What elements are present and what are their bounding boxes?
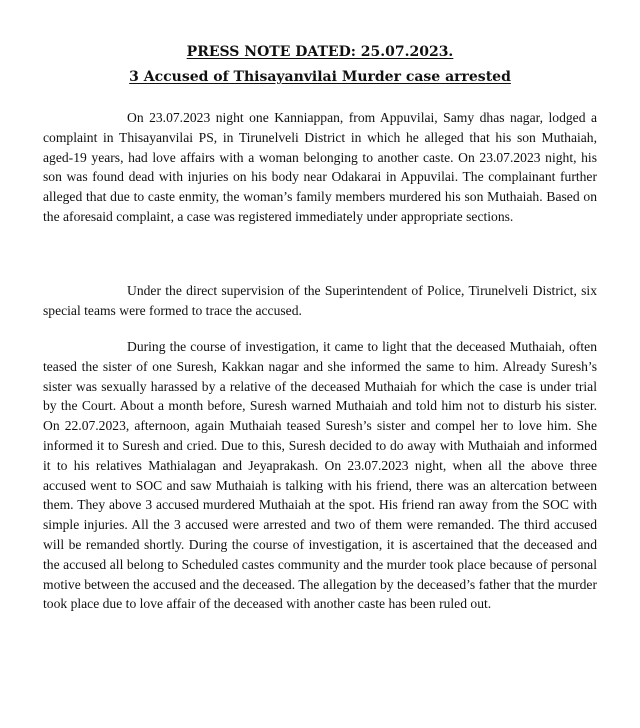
paragraph-text: On 23.07.2023 night one Kanniappan, from Appuvilai, Samy dhas nagar, lodged a complaint in Thisayanvilai PS, in Tirunelveli District in which he alleged that his son Muthaiah, aged-19 years, had love affairs with a woman belonging to another caste. On 23.07.2023 night, his son was found dead with injuries on his body near Odakarai in Appuvilai. The complainant further alleged that due to caste enmity, the woman’s family members murdered his son Muthaiah. Based on the aforesaid complaint, a case was registered immediately under appropriate sections.	[43, 110, 597, 224]
paragraph-investigation	[43, 337, 597, 614]
press-note-title: PRESS NOTE DATED: 25.07.2023.	[186, 44, 454, 60]
paragraph-text: Under the direct supervision of the Superintendent of Police, Tirunelveli District, six special teams were formed to trace the accused.	[43, 283, 597, 318]
paragraph-text: During the course of investigation, it came to light that the deceased Muthaiah, often teased the sister of one Suresh, Kakkan nagar and she informed the same to him. Already Suresh’s sister was sexually harassed by a relative of the deceased Muthaiah for which the case is under trial by the Court. About a month before, Suresh warned Muthaiah and told him not to disturb his sister. On 22.07.2023, afternoon, again Muthaiah teased Suresh’s sister and compel her to love him. She informed it to Suresh and cried. Due to this, Suresh decided to do away with Muthaiah and informed it to his relatives Mathialagan and Jeyaprakash. On 23.07.2023 night, when all the above three accused went to SOC and saw Muthaiah is talking with his friend, there was an altercation between them. They above 3 accused murdered Muthaiah at the spot. His friend ran away from the SOC with simple injuries. All the 3 accused were arrested and two of them were remanded. The third accused will be remanded shortly. During the course of investigation, it is ascertained that the deceased and the accused all belong to Scheduled castes community and the murder took place because of personal motive between the accused and the deceased. The allegation by the deceased’s father that the murder took place due to love affair of the deceased with another caste has been ruled out.	[43, 339, 597, 612]
paragraph-special-teams	[43, 281, 597, 321]
press-note-subtitle: 3 Accused of Thisayanvilai Murder case arrested	[129, 69, 511, 85]
paragraph-complaint	[43, 108, 597, 227]
